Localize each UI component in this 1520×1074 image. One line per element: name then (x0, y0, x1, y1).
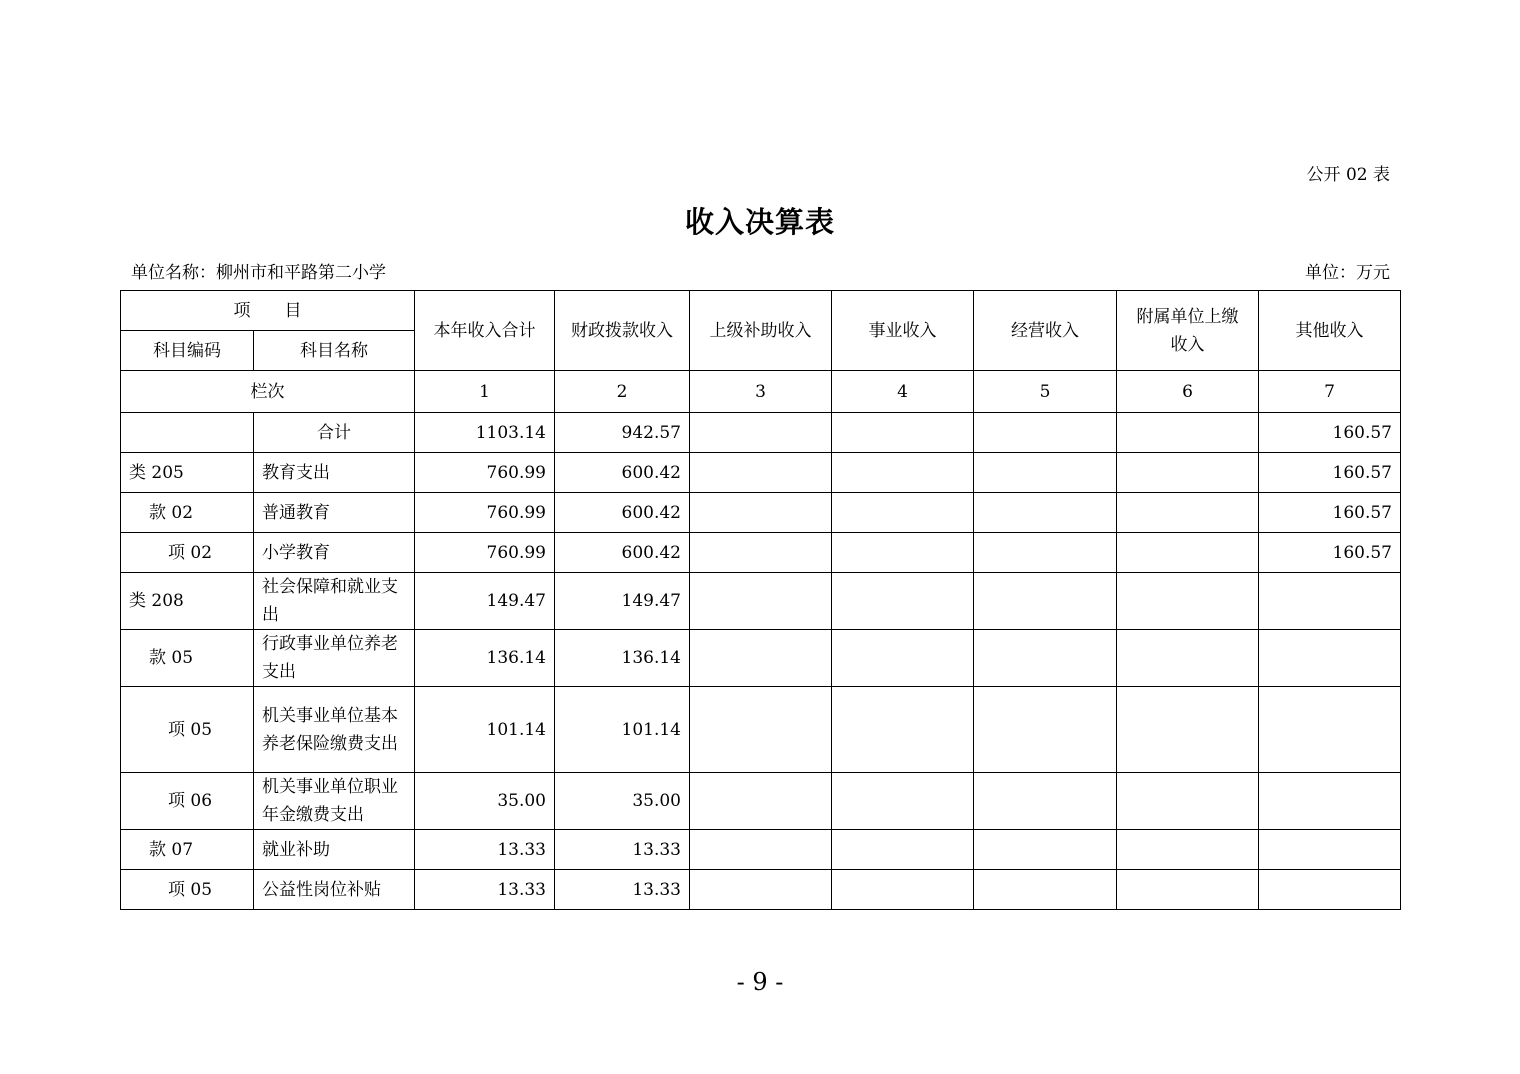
cell-value (974, 453, 1117, 493)
table-row (121, 413, 1401, 453)
header-name: 科目名称 (254, 331, 415, 371)
header-col-6-line2: 收入 (1170, 334, 1205, 355)
row-name: 普通教育 (254, 493, 415, 533)
table-row (121, 493, 1401, 533)
cell-value (690, 573, 832, 630)
page-title: 收入决算表 (684, 205, 835, 239)
cell-value: 760.99 (415, 493, 555, 533)
cell-value: 1103.14 (415, 413, 555, 453)
cell-value: 760.99 (415, 453, 555, 493)
cell-value (832, 630, 974, 687)
row-code: 款 05 (121, 630, 254, 687)
row-code: 项 06 (121, 773, 254, 830)
col-num: 1 (415, 371, 555, 413)
table-row (121, 630, 1401, 687)
column-number-row (121, 371, 1401, 413)
cell-value (690, 870, 832, 910)
row-label: 栏次 (121, 371, 415, 413)
row-name: 教育支出 (254, 453, 415, 493)
cell-value: 136.14 (555, 630, 690, 687)
cell-value (1259, 870, 1401, 910)
row-name: 公益性岗位补贴 (254, 870, 415, 910)
header-item: 项 目 (121, 291, 415, 331)
cell-value: 13.33 (555, 830, 690, 870)
cell-value: 160.57 (1259, 413, 1401, 453)
cell-value (1117, 493, 1259, 533)
table-row (121, 453, 1401, 493)
cell-value: 13.33 (415, 870, 555, 910)
cell-value (1117, 573, 1259, 630)
row-code: 项 05 (121, 870, 254, 910)
row-code: 项 02 (121, 533, 254, 573)
row-name: 就业补助 (254, 830, 415, 870)
cell-value (1117, 630, 1259, 687)
cell-value: 13.33 (415, 830, 555, 870)
cell-value: 760.99 (415, 533, 555, 573)
cell-value (690, 830, 832, 870)
cell-value (974, 413, 1117, 453)
header-col-6 (1117, 291, 1259, 371)
row-name: 合计 (254, 413, 415, 453)
cell-value (832, 687, 974, 773)
col-num: 4 (832, 371, 974, 413)
row-name: 行政事业单位养老支出 (254, 630, 415, 687)
cell-value: 35.00 (555, 773, 690, 830)
page-number: - 9 - (736, 968, 784, 996)
cell-value: 160.57 (1259, 493, 1401, 533)
table-row (121, 687, 1401, 773)
cell-value: 13.33 (555, 870, 690, 910)
header-col-3: 上级补助收入 (690, 291, 832, 371)
income-table (120, 290, 1401, 910)
row-name: 机关事业单位基本养老保险缴费支出 (254, 687, 415, 773)
cell-value (1117, 773, 1259, 830)
cell-value (974, 493, 1117, 533)
cell-value (974, 870, 1117, 910)
header-col-7: 其他收入 (1259, 291, 1401, 371)
cell-value (974, 773, 1117, 830)
table-row (121, 773, 1401, 830)
cell-value (832, 573, 974, 630)
row-name: 小学教育 (254, 533, 415, 573)
cell-value: 101.14 (415, 687, 555, 773)
unit-of-measure: 单位：万元 (1305, 263, 1390, 283)
form-code: 公开 02 表 (1306, 165, 1390, 185)
col-num: 6 (1117, 371, 1259, 413)
header-col-4: 事业收入 (832, 291, 974, 371)
cell-value: 600.42 (555, 453, 690, 493)
table-row (121, 830, 1401, 870)
cell-value (832, 533, 974, 573)
header-col-1: 本年收入合计 (415, 291, 555, 371)
table-row (121, 870, 1401, 910)
cell-value (690, 630, 832, 687)
cell-value (832, 413, 974, 453)
cell-value (1259, 687, 1401, 773)
cell-value (1259, 830, 1401, 870)
col-num: 5 (974, 371, 1117, 413)
col-num: 7 (1259, 371, 1401, 413)
header-col-2: 财政拨款收入 (555, 291, 690, 371)
cell-value (832, 830, 974, 870)
cell-value: 942.57 (555, 413, 690, 453)
cell-value (690, 687, 832, 773)
cell-value (1117, 533, 1259, 573)
col-num: 2 (555, 371, 690, 413)
cell-value: 600.42 (555, 533, 690, 573)
header-row-1 (121, 291, 1401, 331)
cell-value (1117, 413, 1259, 453)
row-name: 社会保障和就业支出 (254, 573, 415, 630)
cell-value (974, 533, 1117, 573)
header-col-5: 经营收入 (974, 291, 1117, 371)
cell-value (1117, 870, 1259, 910)
row-code: 款 02 (121, 493, 254, 533)
cell-value: 35.00 (415, 773, 555, 830)
cell-value (832, 773, 974, 830)
cell-value (690, 493, 832, 533)
cell-value: 600.42 (555, 493, 690, 533)
cell-value (1259, 573, 1401, 630)
table-row (121, 573, 1401, 630)
row-code (121, 413, 254, 453)
cell-value (1117, 687, 1259, 773)
unit-name: 单位名称：柳州市和平路第二小学 (131, 263, 386, 283)
cell-value (690, 773, 832, 830)
cell-value: 160.57 (1259, 533, 1401, 573)
cell-value (974, 630, 1117, 687)
header-col-6-line1: 附属单位上缴 (1136, 306, 1239, 327)
row-code: 款 07 (121, 830, 254, 870)
cell-value (1117, 830, 1259, 870)
row-code: 类 208 (121, 573, 254, 630)
cell-value (832, 453, 974, 493)
row-name: 机关事业单位职业年金缴费支出 (254, 773, 415, 830)
cell-value (690, 453, 832, 493)
cell-value (690, 413, 832, 453)
cell-value: 149.47 (555, 573, 690, 630)
cell-value (1117, 453, 1259, 493)
row-code: 项 05 (121, 687, 254, 773)
header-code: 科目编码 (121, 331, 254, 371)
cell-value: 101.14 (555, 687, 690, 773)
cell-value (832, 870, 974, 910)
cell-value (1259, 773, 1401, 830)
cell-value: 136.14 (415, 630, 555, 687)
cell-value (974, 830, 1117, 870)
row-code: 类 205 (121, 453, 254, 493)
col-num: 3 (690, 371, 832, 413)
cell-value: 160.57 (1259, 453, 1401, 493)
cell-value (832, 493, 974, 533)
table-row (121, 533, 1401, 573)
cell-value (690, 533, 832, 573)
cell-value: 149.47 (415, 573, 555, 630)
cell-value (974, 573, 1117, 630)
cell-value (974, 687, 1117, 773)
cell-value (1259, 630, 1401, 687)
